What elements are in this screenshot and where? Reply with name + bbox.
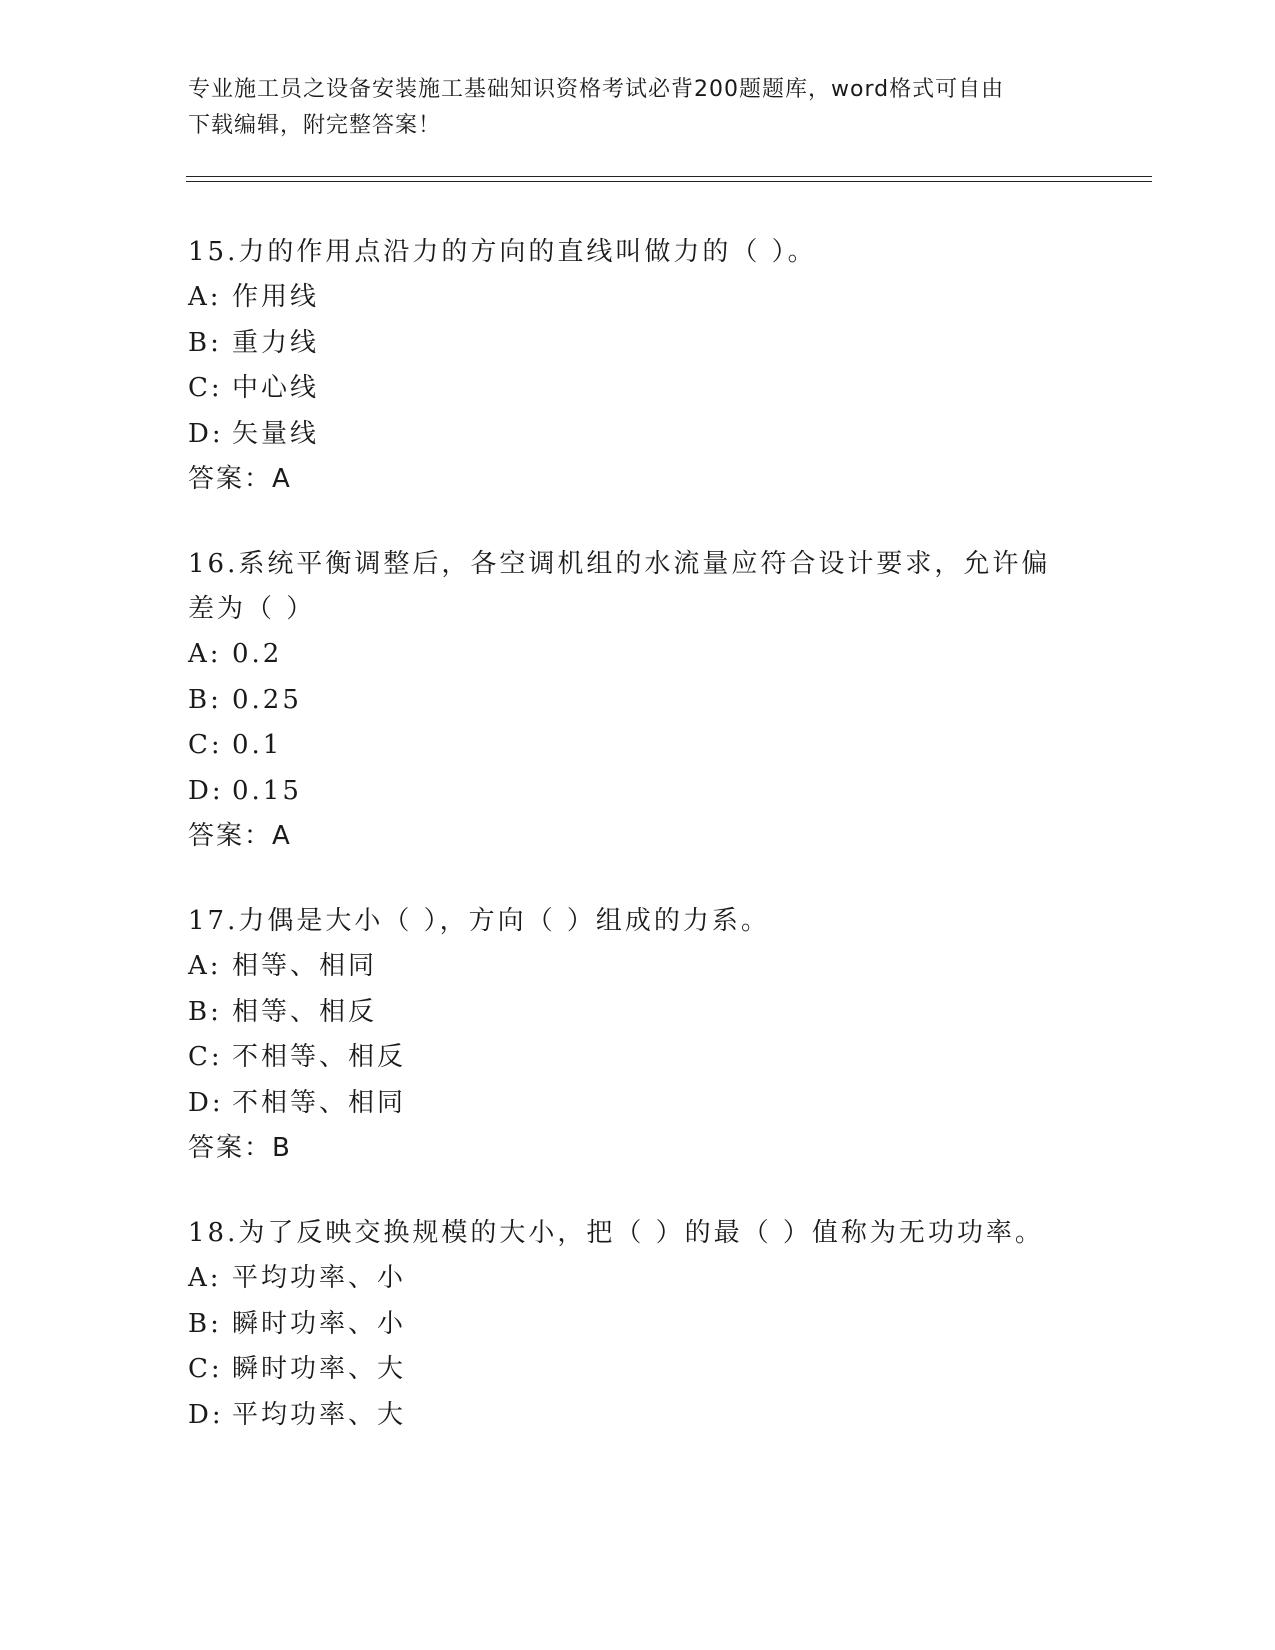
option-text: 相等、相同 — [232, 951, 378, 981]
option-letter: D: — [188, 1399, 224, 1430]
document-header — [188, 72, 1068, 144]
option-text: 不相等、相反 — [232, 1042, 407, 1072]
option-letter: B: — [188, 1308, 222, 1339]
option-letter: C: — [188, 373, 223, 403]
header-line-2: 下载编辑，附完整答案！ — [188, 113, 442, 138]
option-d — [188, 1081, 1088, 1127]
question-text: 15.力的作用点沿力的方向的直线叫做力的（ ）。 — [188, 237, 817, 267]
option-a — [188, 632, 1088, 678]
option-text: 相等、相反 — [232, 996, 378, 1027]
option-a — [188, 275, 1088, 321]
option-b — [188, 1302, 1088, 1348]
question-15 — [188, 230, 1088, 502]
option-text: 瞬时功率、小 — [232, 1308, 407, 1339]
answer-line: 答案：A — [188, 464, 292, 494]
answer-line: 答案：A — [188, 821, 292, 851]
option-b — [188, 678, 1088, 724]
option-b — [188, 321, 1088, 367]
option-a — [188, 1256, 1088, 1302]
question-text: 16.系统平衡调整后，各空调机组的水流量应符合设计要求，允许偏差为（ ） — [188, 549, 1051, 624]
option-c — [188, 1347, 1088, 1393]
header-divider-top — [186, 176, 1152, 177]
option-letter: D: — [188, 418, 224, 449]
option-letter: A: — [188, 951, 222, 981]
option-letter: A: — [188, 282, 222, 312]
question-text: 17.力偶是大小（ ），方向（ ）组成的力系。 — [188, 906, 770, 936]
option-letter: B: — [188, 996, 222, 1027]
option-letter: D: — [188, 775, 224, 806]
option-text: 作用线 — [232, 282, 320, 312]
option-letter: D: — [188, 1087, 224, 1118]
question-17 — [188, 899, 1088, 1171]
option-c — [188, 366, 1088, 412]
option-text: 瞬时功率、大 — [232, 1354, 407, 1384]
option-c — [188, 1035, 1088, 1081]
option-text: 平均功率、大 — [232, 1399, 407, 1430]
option-letter: B: — [188, 684, 222, 715]
option-d — [188, 769, 1088, 815]
option-text: 平均功率、小 — [232, 1263, 407, 1293]
option-text: 矢量线 — [232, 418, 320, 449]
option-text: 0.25 — [232, 684, 302, 715]
option-text: 0.1 — [232, 730, 283, 760]
option-text: 0.2 — [232, 639, 283, 669]
option-a — [188, 944, 1088, 990]
header-line-1: 专业施工员之设备安装施工基础知识资格考试必背200题题库，word格式可自由 — [188, 77, 1005, 102]
option-letter: C: — [188, 1042, 223, 1072]
option-text: 中心线 — [232, 373, 320, 403]
answer-line: 答案：B — [188, 1133, 292, 1163]
question-text: 18.为了反映交换规模的大小，把（ ）的最（ ）值称为无功功率。 — [188, 1218, 1044, 1248]
option-letter: A: — [188, 1263, 222, 1293]
option-text: 不相等、相同 — [232, 1087, 407, 1118]
option-d — [188, 412, 1088, 458]
option-letter: C: — [188, 730, 223, 760]
option-d — [188, 1393, 1088, 1439]
question-list — [188, 230, 1088, 1478]
header-divider-bottom — [186, 181, 1152, 182]
option-text: 0.15 — [232, 775, 302, 806]
option-text: 重力线 — [232, 327, 320, 358]
option-letter: C: — [188, 1354, 223, 1384]
option-c — [188, 723, 1088, 769]
question-18 — [188, 1211, 1088, 1438]
option-b — [188, 990, 1088, 1036]
question-16 — [188, 542, 1088, 859]
option-letter: A: — [188, 639, 222, 669]
option-letter: B: — [188, 327, 222, 358]
